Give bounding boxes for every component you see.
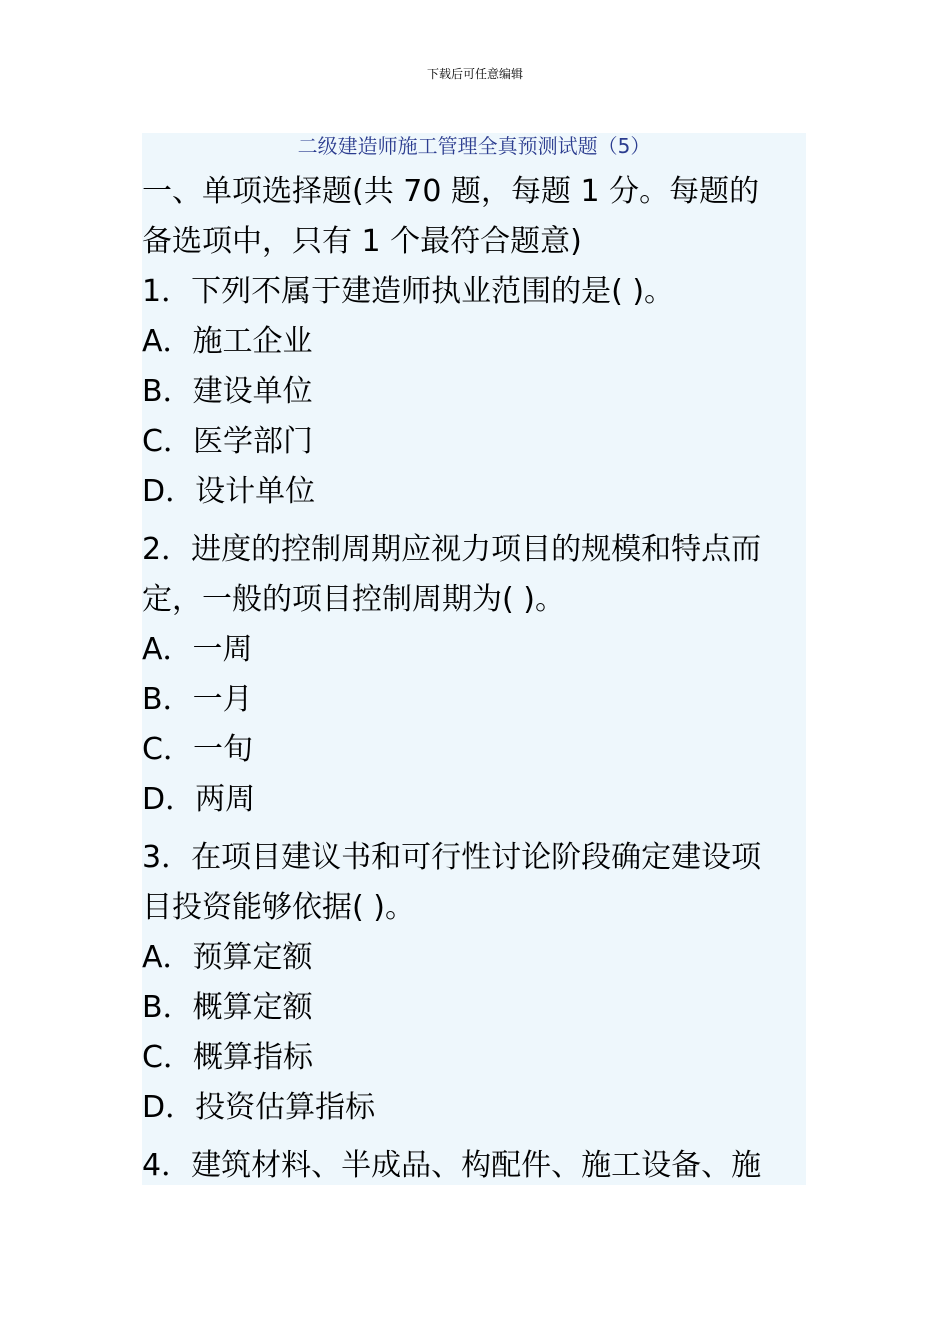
section-heading-line: 备选项中，只有 1 个最符合题意): [142, 224, 582, 259]
section-heading-line: 一、单项选择题(共 70 题，每题 1 分。每题的: [142, 174, 760, 209]
question-1: [142, 267, 806, 517]
answer-option: B．概算定额: [142, 990, 313, 1025]
document-body: [142, 133, 806, 1185]
question-stem-line: 1．下列不属于建造师执业范围的是( )。: [142, 274, 675, 309]
answer-option: D．投资估算指标: [142, 1090, 376, 1125]
document-title: 二级建造师施工管理全真预测试题（5）: [297, 134, 651, 158]
answer-option: A．预算定额: [142, 940, 313, 975]
answer-option: C．医学部门: [142, 424, 313, 459]
question-stem-line: 2．进度的控制周期应视力项目的规模和特点而: [142, 532, 762, 567]
answer-option: D．设计单位: [142, 474, 316, 509]
question-2: [142, 525, 806, 825]
answer-option: C．一旬: [142, 732, 253, 767]
answer-option: A．一周: [142, 632, 253, 667]
question-stem-line: 定，一般的项目控制周期为( )。: [142, 582, 565, 617]
question-stem-line: 3．在项目建议书和可行性讨论阶段确定建设项: [142, 840, 762, 875]
answer-option: D．两周: [142, 782, 256, 817]
answer-option: A．施工企业: [142, 324, 313, 359]
section-heading: [142, 167, 806, 267]
answer-option: B．一月: [142, 682, 253, 717]
page-header-note: 下载后可任意编辑: [426, 67, 523, 81]
question-3: [142, 833, 806, 1133]
question-stem-line: 目投资能够依据( )。: [142, 890, 415, 925]
answer-option: C．概算指标: [142, 1040, 313, 1075]
answer-option: B．建设单位: [142, 374, 313, 409]
question-stem-line: 4．建筑材料、半成品、构配件、施工设备、施: [142, 1148, 762, 1183]
question-4: [142, 1141, 806, 1185]
